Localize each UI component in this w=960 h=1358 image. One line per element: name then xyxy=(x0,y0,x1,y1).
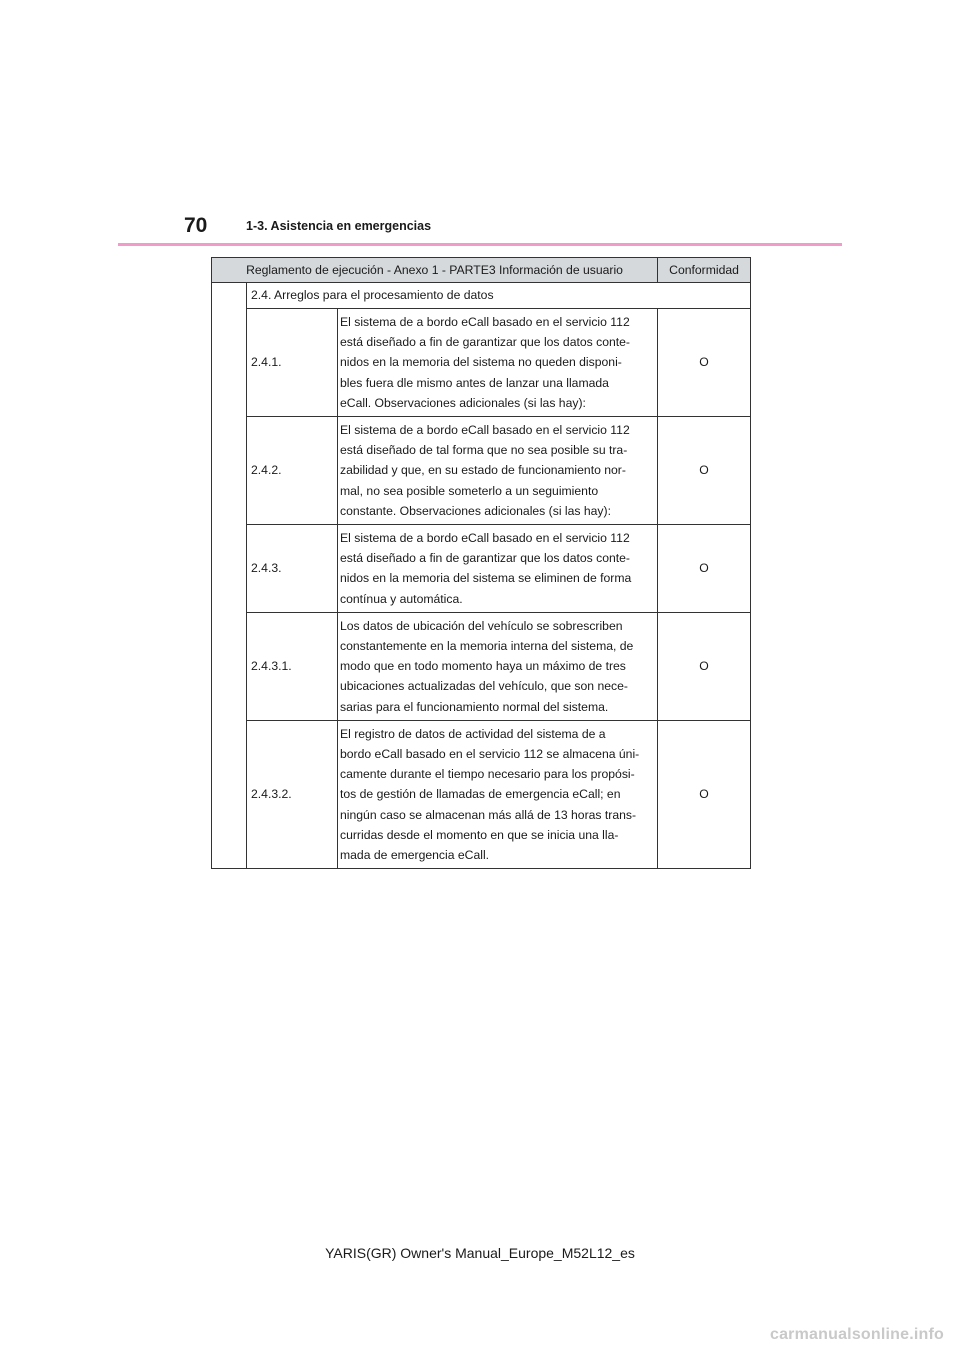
row-conformity: O xyxy=(658,309,751,417)
row-description xyxy=(338,309,658,417)
section-title: 1-3. Asistencia en emergencias xyxy=(246,219,432,233)
description-line: mada de emergencia eCall. xyxy=(340,848,490,863)
table-subheading-row xyxy=(212,283,751,309)
table-row xyxy=(212,417,751,525)
row-number: 2.4.3. xyxy=(247,525,338,613)
description-line: El sistema de a bordo eCall basado en el servicio 112 xyxy=(340,531,630,546)
row-conformity: O xyxy=(658,612,751,720)
table-header-row xyxy=(212,258,751,283)
row-number: 2.4.1. xyxy=(247,309,338,417)
description-line: constantemente en la memoria interna del sistema, de xyxy=(340,639,634,654)
row-conformity: O xyxy=(658,417,751,525)
page-number: 70 xyxy=(184,214,208,237)
description-line: está diseñado a fin de garantizar que los datos conte- xyxy=(340,335,630,350)
description-line: nidos en la memoria del sistema no queden disponi- xyxy=(340,355,622,370)
description-line: curridas desde el momento en que se inicia una lla- xyxy=(340,827,619,842)
indent-cell xyxy=(212,283,247,869)
description-line: eCall. Observaciones adicionales (si las hay): xyxy=(340,395,586,410)
table-row xyxy=(212,309,751,417)
row-number: 2.4.3.2. xyxy=(247,720,338,868)
row-conformity: O xyxy=(658,720,751,868)
footer-manual-id: YARIS(GR) Owner's Manual_Europe_M52L12_es xyxy=(325,1245,635,1261)
description-line: mal, no sea posible someterlo a un seguimiento xyxy=(340,483,599,498)
description-line: modo que en todo momento haya un máximo de tres xyxy=(340,659,626,674)
table-subheading: 2.4. Arreglos para el procesamiento de datos xyxy=(247,283,751,309)
table-row xyxy=(212,612,751,720)
description-line: está diseñado de tal forma que no sea posible su tra- xyxy=(340,443,628,458)
description-line: El registro de datos de actividad del sistema de a xyxy=(340,726,606,741)
row-description xyxy=(338,720,658,868)
description-line: está diseñado a fin de garantizar que los datos conte- xyxy=(340,551,630,566)
column-header-conformity: Conformidad xyxy=(658,258,751,283)
description-line: nidos en la memoria del sistema se eliminen de forma xyxy=(340,571,632,586)
description-line: camente durante el tiempo necesario para los propósi- xyxy=(340,767,635,782)
row-number: 2.4.2. xyxy=(247,417,338,525)
description-line: ningún caso se almacenan más allá de 13 horas trans- xyxy=(340,807,637,822)
table-row xyxy=(212,525,751,613)
row-conformity: O xyxy=(658,525,751,613)
table-row xyxy=(212,720,751,868)
row-description xyxy=(338,612,658,720)
header-rule xyxy=(118,243,842,246)
description-line: El sistema de a bordo eCall basado en el servicio 112 xyxy=(340,315,630,329)
spec-table xyxy=(211,257,751,869)
description-line: sarias para el funcionamiento normal del sistema. xyxy=(340,699,609,714)
description-line: tos de gestión de llamadas de emergencia eCall; en xyxy=(340,787,621,802)
description-line: bles fuera dle mismo antes de lanzar una llamada xyxy=(340,375,609,390)
description-line: contínua y automática. xyxy=(340,591,463,606)
description-line: bordo eCall basado en el servicio 112 se almacena úni- xyxy=(340,747,640,762)
column-header-regulation: Reglamento de ejecución - Anexo 1 - PARTE3 Información de usuario xyxy=(212,258,658,283)
description-line: zabilidad y que, en su estado de funcionamiento nor- xyxy=(340,463,626,478)
description-line: ubicaciones actualizadas del vehículo, que son nece- xyxy=(340,679,628,694)
watermark: carmanualsonline.info xyxy=(769,1326,944,1343)
row-description xyxy=(338,525,658,613)
description-line: Los datos de ubicación del vehículo se sobrescriben xyxy=(340,618,623,633)
description-line: El sistema de a bordo eCall basado en el servicio 112 xyxy=(340,423,630,438)
description-line: constante. Observaciones adicionales (si las hay): xyxy=(340,503,611,518)
row-description xyxy=(338,417,658,525)
row-number: 2.4.3.1. xyxy=(247,612,338,720)
